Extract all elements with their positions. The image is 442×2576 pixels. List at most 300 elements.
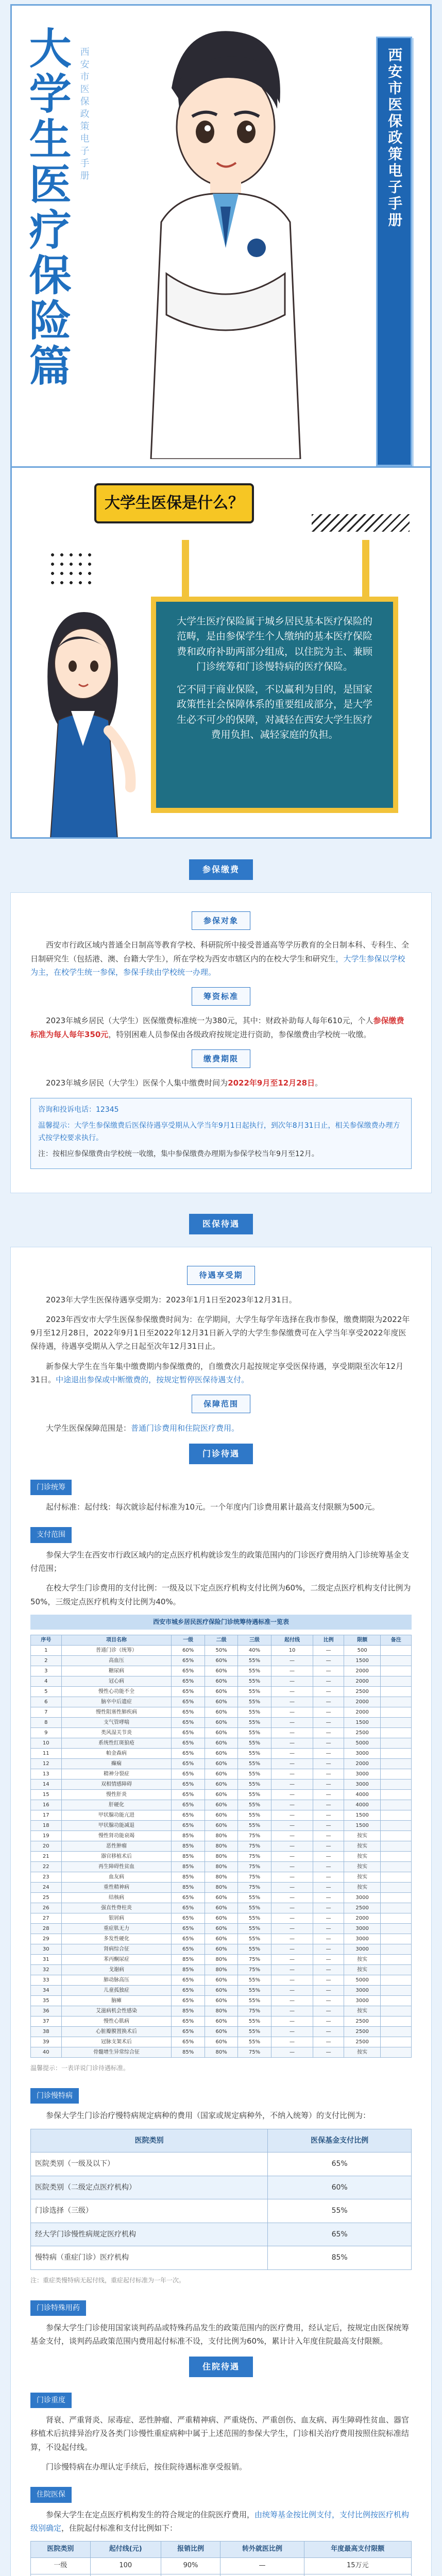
table-cell: 60% — [205, 1717, 237, 1727]
table-cell: — — [313, 1934, 344, 1944]
insured-persons-text — [30, 938, 412, 979]
table-cell — [381, 1975, 412, 1985]
table-cell: 慢性阻塞性肺疾病 — [61, 1707, 172, 1717]
cover-title-column — [12, 6, 115, 466]
table-cell: 65% — [172, 2016, 205, 2026]
table-row — [31, 2574, 412, 2576]
table-cell: 2000 — [344, 1666, 381, 1676]
table-cell — [381, 1645, 412, 1655]
table-cell: 80% — [205, 1882, 237, 1892]
table-cell: — — [271, 1655, 313, 1666]
table-header-cell: 比例 — [313, 1635, 344, 1645]
table-cell: 60% — [205, 2026, 237, 2037]
table-row — [31, 1923, 412, 1934]
table-cell: 65% — [172, 1995, 205, 2006]
table-row — [31, 2557, 412, 2574]
ratio-note: 注：重症类慢特病无起付线，重症起付标准为一年一次。 — [30, 2276, 185, 2284]
tag-special-outpatient: 门诊慢特病 — [30, 2088, 79, 2104]
table-cell: — — [313, 1810, 344, 1820]
table-cell: 5000 — [344, 1738, 381, 1748]
table-header-cell: 备注 — [381, 1635, 412, 1645]
coverage-text — [30, 1421, 412, 1435]
table-cell: 85% — [268, 2246, 412, 2270]
table-cell: 65% — [172, 2037, 205, 2047]
table-cell: 银屑病 — [61, 1913, 172, 1923]
table-cell: 重性精神病 — [61, 1882, 172, 1892]
table-cell: 医院类别（一级及以下） — [31, 2153, 268, 2176]
special-ratio-table — [30, 2129, 412, 2270]
table-row — [31, 1717, 412, 1727]
table-cell: 50% — [205, 1645, 237, 1655]
benefit-period-p3-highlight: 中途退出参保或中断缴费的，按规定暂停医保待遇支付。 — [56, 1375, 249, 1384]
table-row — [31, 2246, 412, 2270]
table-cell: — — [271, 1666, 313, 1676]
table-cell — [381, 1851, 412, 1861]
fee-body-2: ，特别困难人员参保由各级政府按规定进行资助，参保缴费由学校统一收缴。 — [108, 1029, 371, 1039]
table-cell: — — [313, 1779, 344, 1789]
table-cell: — — [271, 1738, 313, 1748]
table-cell: 骨髓增生异常综合征 — [61, 2047, 172, 2057]
table-cell: 按实 — [344, 1964, 381, 1975]
subhead-coverage: 保障范围 — [192, 1395, 250, 1413]
table-cell: 7 — [31, 1707, 62, 1717]
table-cell: 85% — [172, 1841, 205, 1851]
table-cell: 慢性心肌病 — [61, 2016, 172, 2026]
table-header-cell: 起付线(元) — [90, 2541, 161, 2558]
table-cell — [381, 1779, 412, 1789]
table-cell: 65% — [172, 1769, 205, 1779]
table-row — [31, 2016, 412, 2026]
table-cell: 门诊选择（三级） — [31, 2199, 268, 2223]
table-row — [31, 1686, 412, 1697]
table-cell: 5 — [31, 1686, 62, 1697]
table-cell: 肝硬化 — [61, 1800, 172, 1810]
table-cell: — — [271, 1686, 313, 1697]
board-stand-right — [362, 540, 369, 602]
table-cell: 65% — [172, 1913, 205, 1923]
enrollment-card — [10, 892, 432, 1193]
table-cell: 65% — [172, 1903, 205, 1913]
doctor-man-illustration — [115, 6, 331, 459]
table-cell: 60% — [205, 2016, 237, 2026]
table-cell: 65% — [172, 1779, 205, 1789]
table-cell: 55% — [238, 1810, 271, 1820]
table-cell: — — [271, 1985, 313, 1995]
table-cell: — — [313, 1655, 344, 1666]
table-cell: 2500 — [344, 2037, 381, 2047]
table-cell — [381, 2006, 412, 2016]
table-cell: 85% — [172, 1882, 205, 1892]
table-cell: 60% — [205, 1727, 237, 1738]
table-cell — [381, 1655, 412, 1666]
definition-paragraph-2: 它不同于商业保险，不以赢利为目的，是国家政策性社会保障体系的重要组成部分，是大学生必不可少的保障，对减轻在西安大学生医疗费用负担、减轻家庭的负担。 — [176, 683, 372, 741]
manual-badge: 西安市医保政策电子手册 — [376, 37, 412, 466]
table-cell: 双相情感障碍 — [61, 1779, 172, 1789]
table-cell: 80% — [205, 1851, 237, 1861]
table-cell — [381, 1913, 412, 1923]
what-is-badge: 大学生医保是什么？ — [94, 483, 254, 523]
section-head-benefits: 医保待遇 — [189, 1214, 253, 1234]
table-cell: 5000 — [344, 1975, 381, 1985]
table-cell: 55% — [238, 2016, 271, 2026]
table-row — [31, 1779, 412, 1789]
table-cell: 多发性硬化 — [61, 1934, 172, 1944]
table-cell: 60% — [205, 1666, 237, 1676]
table-cell: 16 — [31, 1800, 62, 1810]
table-cell: 脑瘫 — [61, 1995, 172, 2006]
table-cell: 系统性红斑狼疮 — [61, 1738, 172, 1748]
table-row — [31, 1707, 412, 1717]
table-cell: 恶性肿瘤 — [61, 1841, 172, 1851]
table-cell: — — [313, 1985, 344, 1995]
table-row — [31, 2026, 412, 2037]
table-cell: 85% — [172, 1954, 205, 1964]
table-cell: 34 — [31, 1985, 62, 1995]
table-cell: 26 — [31, 1903, 62, 1913]
decorative-dots — [48, 550, 94, 586]
table-cell: — — [271, 1831, 313, 1841]
table-cell: 60% — [205, 1707, 237, 1717]
table-row — [31, 2176, 412, 2199]
fee-standard-text — [30, 1014, 412, 1041]
table-cell: 60% — [205, 1820, 237, 1831]
table-cell: 3000 — [344, 1748, 381, 1758]
table-cell: — — [313, 1831, 344, 1841]
table-row — [31, 1789, 412, 1800]
table-cell: 60% — [205, 1934, 237, 1944]
table-cell: 3000 — [344, 1779, 381, 1789]
table-cell: 按实 — [344, 1882, 381, 1892]
table-cell: 3000 — [344, 1944, 381, 1954]
table-cell: — — [271, 1975, 313, 1985]
inpatient-highlight: 由统筹基金按比例支付，支付比例按医疗机构级别确定 — [30, 2510, 410, 2533]
severe-outpatient-text-2: 门诊慢特病在办理认定手续后，按住院待遇标准享受报销。 — [46, 2462, 247, 2471]
table-cell: 60% — [205, 1748, 237, 1758]
table-cell: 2500 — [344, 1903, 381, 1913]
table-cell — [381, 1727, 412, 1738]
table-cell: — — [313, 1820, 344, 1831]
table-cell: — — [313, 1851, 344, 1861]
table-cell: 21 — [31, 1851, 62, 1861]
table-cell: — — [271, 1964, 313, 1975]
table-cell: 55% — [238, 1903, 271, 1913]
table-cell: 65% — [172, 1892, 205, 1903]
table-header-row — [31, 1635, 412, 1645]
table-cell: — — [313, 1769, 344, 1779]
table-cell: 17 — [31, 1810, 62, 1820]
table-cell: 按实 — [344, 2006, 381, 2016]
table-cell: 帕金森病 — [61, 1748, 172, 1758]
table-cell: 慢特病（重症门诊）医疗机构 — [31, 2246, 268, 2270]
table-header-cell: 限额 — [344, 1635, 381, 1645]
table-cell: 65% — [268, 2223, 412, 2246]
table-cell: 3000 — [344, 1892, 381, 1903]
table-row — [31, 1995, 412, 2006]
table-cell: — — [271, 1882, 313, 1892]
table-cell: 2000 — [344, 1913, 381, 1923]
table-cell: 75% — [238, 1872, 271, 1882]
table-cell: 儿童孤独症 — [61, 1985, 172, 1995]
table-cell: — — [271, 1789, 313, 1800]
subhead-payment-period: 缴费期限 — [192, 1049, 250, 1068]
table-cell: 23 — [31, 1872, 62, 1882]
table-cell: 38 — [31, 2026, 62, 2037]
table-cell: 65% — [172, 1944, 205, 1954]
note-line-2: 温馨提示：大学生参保缴费后医保待遇享受期从入学当年9月1日起执行，到次年8月31日止，相关参保缴费办理方式按学校要求执行。 — [38, 1121, 400, 1143]
table-cell: — — [313, 1789, 344, 1800]
table1-caption: 西安市城乡居民医疗保险门诊统筹待遇标准一览表 — [30, 1615, 412, 1630]
table-cell — [381, 1666, 412, 1676]
table-cell — [381, 1934, 412, 1944]
table-cell — [381, 1944, 412, 1954]
table-cell: 85% — [172, 1831, 205, 1841]
table-cell: 80% — [205, 1861, 237, 1872]
table-cell: 75% — [238, 1964, 271, 1975]
table-cell: — — [313, 1841, 344, 1851]
benefit-period-p1: 2023年大学生医保待遇享受期为：2023年1月1日至2023年12月31日。 — [46, 1295, 297, 1304]
table-cell: 60% — [205, 1655, 237, 1666]
table-cell: 2000 — [344, 1707, 381, 1717]
table-cell: 60% — [205, 1985, 237, 1995]
table-cell: 65% — [172, 1810, 205, 1820]
table-cell — [304, 2574, 411, 2576]
table-header-cell: 医院类别 — [31, 2541, 91, 2558]
table-header-cell: 转外就医比例 — [220, 2541, 304, 2558]
table-row — [31, 2047, 412, 2057]
table-cell — [381, 1903, 412, 1913]
table-cell: 75% — [238, 1882, 271, 1892]
table-cell: — — [313, 1727, 344, 1738]
table-cell: — — [271, 1779, 313, 1789]
payment-range-text-2: 在校大学生门诊费用的支付比例：一级及以下定点医疗机构支付比例为60%，二级定点医疗机构支付比例为50%，三级定点医疗机构支付比例为40%。 — [30, 1583, 411, 1606]
tag-special-drugs: 门诊特殊用药 — [30, 2300, 86, 2316]
table-cell: 55% — [238, 1934, 271, 1944]
table-header-cell: 三级 — [238, 1635, 271, 1645]
table-cell: — — [313, 1964, 344, 1975]
table-cell: — — [313, 1676, 344, 1686]
table-cell: 65% — [172, 1676, 205, 1686]
table-cell: 2 — [31, 1655, 62, 1666]
table-cell: — — [313, 1872, 344, 1882]
table-cell: — — [271, 1727, 313, 1738]
ordinary-outpatient-text: 起付标准：起付线：每次就诊起付标准为10元。一个年度内门诊费用累计最高支付限额为500元。 — [46, 1502, 380, 1512]
table-cell: 24 — [31, 1882, 62, 1892]
table-cell: — — [271, 1892, 313, 1903]
table-header-row — [31, 2129, 412, 2153]
table-cell: 85% — [172, 1861, 205, 1872]
table-cell: 慢性肾功能衰竭 — [61, 1831, 172, 1841]
table-cell — [381, 1800, 412, 1810]
table-cell: 一级 — [31, 2557, 91, 2574]
table-cell: — — [271, 1934, 313, 1944]
table-cell: 35 — [31, 1995, 62, 2006]
subhead-benefit-period: 待遇享受期 — [187, 1266, 254, 1284]
table-cell: — — [313, 1686, 344, 1697]
table-cell: 55% — [268, 2199, 412, 2223]
table-row — [31, 1820, 412, 1831]
table-row — [31, 1831, 412, 1841]
table-cell: 80% — [205, 1831, 237, 1841]
table-cell: 85% — [172, 1964, 205, 1975]
table-cell: 65% — [172, 1738, 205, 1748]
table-cell: 55% — [238, 1738, 271, 1748]
table-cell: 2500 — [344, 1686, 381, 1697]
table-cell: 13 — [31, 1769, 62, 1779]
table-cell: 28 — [31, 1923, 62, 1934]
table-row — [31, 1758, 412, 1769]
table-cell: 85% — [172, 2047, 205, 2057]
table-cell: 55% — [238, 1717, 271, 1727]
table-row — [31, 1655, 412, 1666]
table-cell: 60% — [205, 1944, 237, 1954]
table-header-cell: 医院类别 — [31, 2129, 268, 2153]
table-body — [31, 1645, 412, 2057]
table-row — [31, 2006, 412, 2016]
payment-range-text-1: 参保大学生在西安市行政区域内的定点医疗机构就诊发生的政策范围内的门诊医疗费用纳入门诊统筹基金支付范围； — [30, 1550, 410, 1573]
table-cell: 55% — [238, 1789, 271, 1800]
table-cell: 80% — [205, 1841, 237, 1851]
table-cell: 65% — [172, 1820, 205, 1831]
period-body-1: 2023年城乡居民（大学生）医保个人集中缴费时间为 — [46, 1078, 228, 1088]
table-cell: 55% — [238, 1892, 271, 1903]
table-row — [31, 2223, 412, 2246]
subhead-outpatient: 门诊待遇 — [189, 1444, 253, 1464]
table-cell: 27 — [31, 1913, 62, 1923]
table-cell: 1500 — [344, 1655, 381, 1666]
table-cell — [381, 1769, 412, 1779]
tag-ordinary-outpatient: 门诊统筹 — [30, 1480, 72, 1496]
table-cell: — — [313, 1944, 344, 1954]
table-cell — [161, 2574, 220, 2576]
table-cell: 25 — [31, 1892, 62, 1903]
table-cell: 2000 — [344, 1758, 381, 1769]
table-cell: 按实 — [344, 1954, 381, 1964]
table-cell — [381, 1758, 412, 1769]
table-header-cell: 报销比例 — [161, 2541, 220, 2558]
table-cell — [381, 1882, 412, 1892]
table-cell: — — [313, 1645, 344, 1655]
table-cell: 2500 — [344, 2016, 381, 2026]
table-cell: 65% — [172, 1707, 205, 1717]
table-cell: 55% — [238, 1676, 271, 1686]
table-cell: 65% — [172, 1686, 205, 1697]
table-cell: 15万元 — [304, 2557, 411, 2574]
table-row — [31, 1954, 412, 1964]
table-cell — [220, 2574, 304, 2576]
table-cell: — — [271, 1769, 313, 1779]
table-cell — [381, 1831, 412, 1841]
table-cell: 55% — [238, 2037, 271, 2047]
fee-body-1: 2023年城乡居民（大学生）医保缴费标准统一为380元，其中：财政补助每人每年610元，个人 — [46, 1016, 373, 1026]
table-cell: 3000 — [344, 1769, 381, 1779]
table-cell: 65% — [172, 1666, 205, 1676]
table-cell — [381, 1872, 412, 1882]
subhead-insured-persons: 参保对象 — [192, 911, 250, 930]
table-cell: 65% — [172, 1800, 205, 1810]
table-cell: 65% — [172, 1985, 205, 1995]
table-cell: 2000 — [344, 1676, 381, 1686]
table-cell: 经大学门诊慢性病规定医疗机构 — [31, 2223, 268, 2246]
table-cell: 戈谢病 — [61, 1964, 172, 1975]
table-cell: — — [271, 2006, 313, 2016]
note-line-3: 注：按相应参保缴费由学校统一收缴，集中参保缴费办理期为参保学校当年9月至12月。 — [38, 1149, 319, 1158]
table-row — [31, 1748, 412, 1758]
cover-illustration — [115, 6, 358, 466]
table-cell: 强直性脊柱炎 — [61, 1903, 172, 1913]
table-cell: — — [313, 1903, 344, 1913]
table-cell — [381, 1789, 412, 1800]
table-cell: 65% — [172, 1697, 205, 1707]
table-row — [31, 1964, 412, 1975]
table-cell: 3000 — [344, 1985, 381, 1995]
table-row — [31, 1676, 412, 1686]
table-cell: 85% — [172, 2006, 205, 2016]
table-header-cell: 年度最高支付限额 — [304, 2541, 411, 2558]
table-cell: 55% — [238, 1707, 271, 1717]
table-cell: 2500 — [344, 1727, 381, 1738]
table-cell: 29 — [31, 1934, 62, 1944]
table-cell: 按实 — [344, 1861, 381, 1872]
table-cell — [381, 1717, 412, 1727]
table-cell: 60% — [205, 1676, 237, 1686]
special-drugs-text: 参保大学生门诊使用国家谈判药品或特殊药品发生的政策范围内的医疗费用，经认定后，按规定由医保统筹基金支付，谈判药品政策范围内费用起付标准不设，支付比例为60%，累计计入年度住院最高支付限额。 — [30, 2323, 410, 2346]
table-cell: 55% — [238, 1779, 271, 1789]
table-cell: 60% — [205, 1923, 237, 1934]
table-row — [31, 1882, 412, 1892]
section-head-enrollment: 参保缴费 — [189, 859, 253, 880]
table-cell: 12 — [31, 1758, 62, 1769]
table-cell: — — [271, 1872, 313, 1882]
payment-period-text — [30, 1076, 412, 1090]
table-cell: — — [313, 1882, 344, 1892]
table-row — [31, 1645, 412, 1655]
table-cell: 65% — [172, 1748, 205, 1758]
table-cell: 65% — [172, 1758, 205, 1769]
subhead-fee-standard: 筹资标准 — [192, 987, 250, 1006]
table-cell: — — [271, 1861, 313, 1872]
period-body-2: 。 — [315, 1078, 323, 1088]
table-cell: — — [271, 1923, 313, 1934]
table-cell: 55% — [238, 1655, 271, 1666]
table-cell: 55% — [238, 1975, 271, 1985]
board-stand-left — [182, 540, 189, 602]
table-cell: 60% — [205, 1892, 237, 1903]
inpatient-table — [30, 2541, 412, 2576]
benefit-period-p3 — [30, 1360, 412, 1387]
table-cell: 60% — [205, 1789, 237, 1800]
table-cell: 再生障碍性贫血 — [61, 1861, 172, 1872]
insured-persons-body: 西安市行政区域内普通全日制高等教育学校、科研院所中接受普通高等学历教育的全日制本科、专科生、全日制研究生（包括港、澳、台籍大学生），所在学校为西安市辖区内的在校大学生和研究生 — [30, 940, 410, 963]
table-cell — [381, 1686, 412, 1697]
table-cell — [381, 1810, 412, 1820]
table-cell: 4 — [31, 1676, 62, 1686]
table-row — [31, 2153, 412, 2176]
table-cell — [381, 2026, 412, 2037]
table-body — [31, 2557, 412, 2576]
table-cell: — — [313, 1892, 344, 1903]
table-cell: 按实 — [344, 1851, 381, 1861]
table-cell: 65% — [172, 1655, 205, 1666]
table-cell: 75% — [238, 1851, 271, 1861]
table-cell: 75% — [238, 1841, 271, 1851]
cover-title: 大学生医疗保险篇 — [22, 26, 72, 389]
table-cell: 1500 — [344, 1820, 381, 1831]
table-cell — [381, 1985, 412, 1995]
table-cell — [381, 1707, 412, 1717]
table-row — [31, 1985, 412, 1995]
table-row — [31, 1944, 412, 1954]
table-cell: — — [313, 2047, 344, 2057]
